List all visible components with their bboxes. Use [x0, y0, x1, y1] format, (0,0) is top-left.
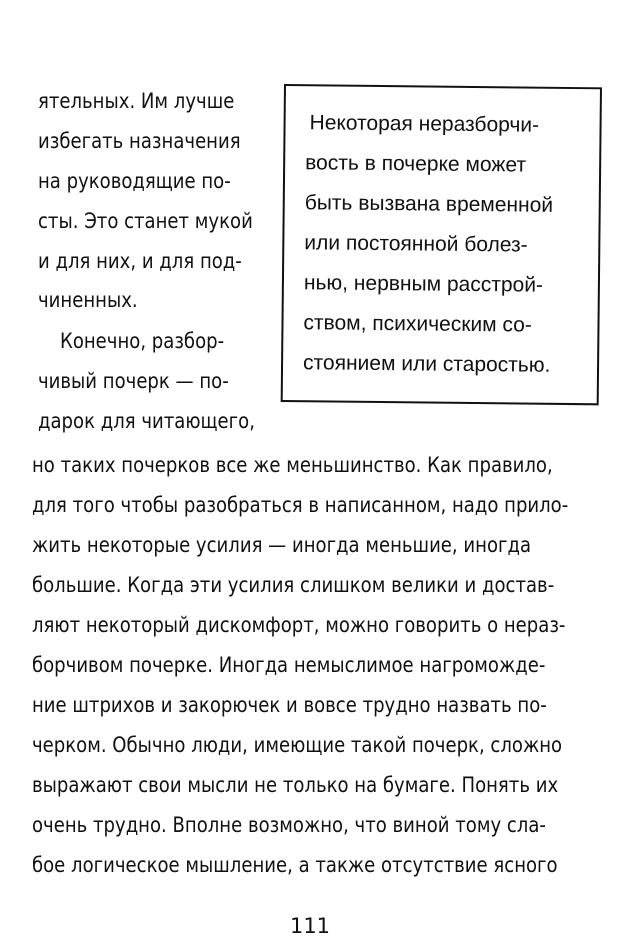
- callout-line-6: ством, психическим со-: [303, 311, 532, 337]
- side-line-5: и для них, и для под-: [38, 249, 242, 273]
- side-line-2: избегать назначения: [38, 129, 241, 153]
- side-line-6: чиненных.: [38, 288, 138, 312]
- body-line-7: ние штрихов и закорючек и вовсе трудно назвать по-: [32, 693, 547, 717]
- callout-line-5: нью, нервным расстрой-: [303, 271, 544, 297]
- body-line-5: ляют некоторый дискомфорт, можно говорить о нераз-: [32, 613, 566, 637]
- body-line-10: очень трудно. Вполне возможно, что виной тому сла-: [32, 813, 546, 837]
- side-line-1: ятельных. Им лучше: [38, 89, 235, 113]
- callout-box: [281, 84, 602, 405]
- side-line-9: дарок для читающего,: [38, 409, 255, 433]
- body-line-6: борчивом почерке. Иногда немыслимое нагроможде-: [32, 653, 546, 677]
- side-line-4: сты. Это станет мукой: [38, 209, 253, 233]
- body-line-8: черком. Обычно люди, имеющие такой почерк, сложно: [32, 733, 563, 757]
- body-line-3: жить некоторые усилия — иногда меньшие, иногда: [32, 533, 532, 557]
- side-line-7: Конечно, разбор-: [60, 329, 225, 353]
- callout-line-4: или постоянной болез-: [304, 231, 528, 257]
- callout-line-1: Некоторая неразборчи-: [309, 111, 540, 137]
- body-line-1: но таких почерков все же меньшинство. Как правило,: [32, 453, 553, 477]
- callout-line-7: стоянием или старостью.: [302, 351, 551, 377]
- body-line-11: бое логическое мышление, а также отсутствие ясного: [32, 853, 558, 877]
- page-number: 111: [289, 914, 331, 938]
- body-line-9: выражают свои мысли не только на бумаге. Понять их: [32, 773, 559, 797]
- body-line-4: большие. Когда эти усилия слишком велики и достав-: [32, 573, 555, 597]
- callout-line-3: быть вызвана временной: [304, 191, 554, 217]
- callout-line-2: вость в почерке может: [305, 151, 527, 177]
- side-line-8: чивый почерк — по-: [38, 369, 229, 393]
- body-line-2: для того чтобы разобраться в написанном, надо прило-: [32, 493, 569, 517]
- side-line-3: на руководящие по-: [38, 169, 231, 193]
